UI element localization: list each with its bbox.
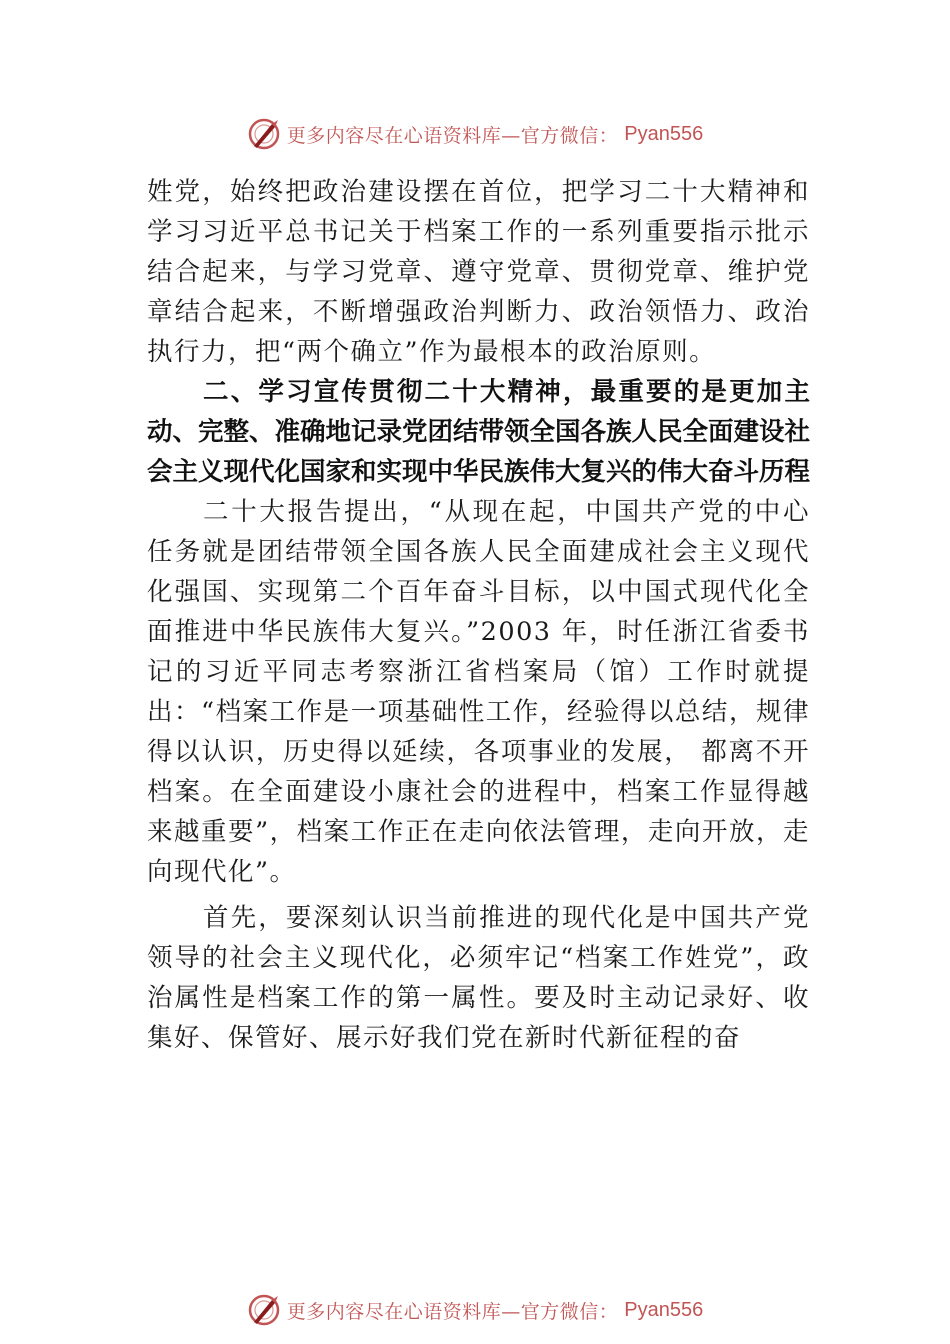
quill-seal-icon [247, 117, 281, 151]
quill-seal-icon [247, 1293, 281, 1327]
header-banner [0, 114, 950, 154]
paragraph: 姓党，始终把政治建设摆在首位，把学习二十大精神和学习习近平总书记关于档案工作的一系列重要指示批示结合起来，与学习党章、遵守党章、贯彻党章、维护党章结合起来，不断增强政治判断力、政治领悟力、政治执行力，把“两个确立”作为最根本的政治原则。 [147, 177, 810, 367]
wechat-id: Pyan556 [624, 1298, 704, 1321]
wechat-id: Pyan556 [624, 122, 704, 145]
banner-text: 更多内容尽在心语资料库—官方微信： [286, 124, 619, 147]
document-body [147, 172, 810, 1058]
paragraph: 二十大报告提出，“从现在起，中国共产党的中心任务就是团结带领全国各族人民全面建成社会主义现代化强国、实现第二个百年奋斗目标，以中国式现代化全面推进中华民族伟大复兴。”2003 年，时任浙江省委书记的习近平同志考察浙江省档案局（馆）工作时就提出：“档案工作是一项基础性工作，经验得以总结，规律得以认识，历史得以延续，各项事业的发展， 都离不开档案。在全面建设小康社会的进程中，档案工作显得越来越重要”，档案工作正在走向依法管理，走向开放，走向现代化”。 [147, 497, 810, 887]
paragraph: 首先，要深刻认识当前推进的现代化是中国共产党领导的社会主义现代化，必须牢记“档案工作姓党”，政治属性是档案工作的第一属性。要及时主动记录好、收集好、保管好、展示好我们党在新时代新征程的奋 [147, 903, 810, 1053]
section-heading: 二、学习宣传贯彻二十大精神，最重要的是更加主动、完整、准确地记录党团结带领全国各族人民全面建设社会主义现代化国家和实现中华民族伟大复兴的伟大奋斗历程 [147, 377, 811, 487]
footer-banner [0, 1290, 950, 1330]
banner-text: 更多内容尽在心语资料库—官方微信： [286, 1300, 619, 1323]
